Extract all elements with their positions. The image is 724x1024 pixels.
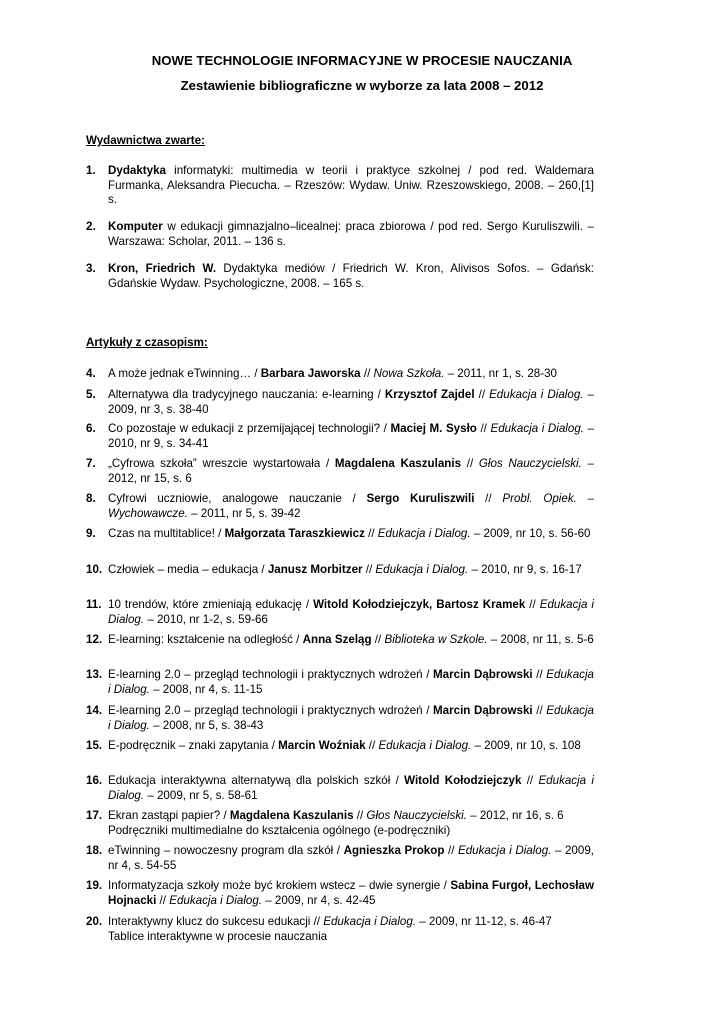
entry-text	[108, 704, 594, 733]
article-author: Janusz Morbitzer	[267, 563, 363, 576]
book-entry	[86, 164, 594, 208]
article-author: Marcin Woźniak	[278, 739, 366, 752]
entry-number: 5.	[86, 388, 96, 401]
section-heading-articles: Artykuły z czasopism:	[86, 336, 208, 349]
entry-number: 12.	[86, 633, 103, 646]
separator: //	[362, 563, 376, 576]
separator: //	[360, 367, 374, 380]
entry-lead: Dydaktyka	[108, 164, 167, 177]
article-entry	[86, 563, 594, 578]
entry-lead: Kron, Friedrich W.	[108, 262, 217, 275]
journal-name: Edukacja i Dialog.	[108, 704, 594, 732]
entry-number: 1.	[86, 164, 96, 177]
article-author: Sabina Furgoł, Lechosław Hojnacki	[108, 879, 594, 907]
entry-text	[108, 633, 594, 648]
article-title: E-learning 2.0 – przegląd technologii i praktycznych wdrożeń /	[108, 668, 434, 681]
separator: //	[353, 809, 367, 822]
document-subtitle: Zestawienie bibliograficzne w wyborze za lata 2008 – 2012	[180, 78, 544, 93]
journal-name: Edukacja i Dialog.	[108, 774, 595, 802]
entry-number: 3.	[86, 262, 96, 275]
article-title: Interaktywny klucz do sukcesu edukacji	[108, 915, 311, 928]
entry-description: Dydaktyka mediów / Friedrich W. Kron, Alivisos Sofos. – Gdańsk: Gdańskie Wydaw. Psychologiczne, 2008. – 165 s.	[108, 262, 594, 290]
article-entry	[86, 915, 594, 944]
book-entry	[86, 262, 594, 291]
article-title: Edukacja interaktywna alternatywą dla polskich szkół /	[108, 774, 405, 787]
entry-description: informatyki: multimedia w teorii i praktyce szkolnej / pod red. Waldemara Furmanka, Aleksandra Piecucha. – Rzeszów: Wydaw. Uniw. Rzeszowskiego, 2008. – 260,[1] s.	[108, 164, 594, 207]
entry-text	[108, 668, 594, 697]
journal-name: Edukacja i Dialog.	[169, 893, 263, 907]
article-entry	[86, 739, 594, 754]
article-author: Witold Kołodziejczyk, Bartosz Kramek	[313, 598, 526, 611]
entry-number: 4.	[86, 367, 96, 380]
publication-details: – 2010, nr 9, s. 34-41	[108, 422, 595, 450]
article-entry	[86, 704, 594, 733]
separator: //	[156, 893, 170, 907]
publication-details: – 2009, nr 11-12, s. 46-47	[416, 915, 552, 928]
article-entry	[86, 598, 594, 627]
article-author: Barbara Jaworska	[260, 367, 361, 380]
entry-number: 17.	[86, 809, 103, 822]
entry-text	[108, 844, 594, 873]
article-title: E-learning: kształcenie na odległość /	[108, 633, 303, 646]
separator: //	[474, 388, 490, 401]
journal-name: Edukacja i Dialog.	[457, 844, 552, 857]
journal-name: Biblioteka w Szkole.	[384, 633, 488, 646]
article-author: Maciej M. Sysło	[390, 422, 477, 435]
publication-details: – 2012, nr 15, s. 6	[108, 457, 594, 485]
article-title: Cyfrowi uczniowie, analogowe nauczanie /	[108, 492, 367, 505]
journal-name: Edukacja i Dialog.	[108, 668, 594, 696]
entry-number: 8.	[86, 492, 96, 505]
article-entry	[86, 367, 594, 382]
article-author: Agnieszka Prokop	[343, 844, 445, 857]
journal-name: Edukacja i Dialog.	[377, 527, 471, 540]
article-entry	[86, 668, 594, 697]
publication-details: – 2012, nr 16, s. 6	[466, 809, 564, 822]
article-entry	[86, 422, 594, 451]
article-title: eTwinning – nowoczesny program dla szkół /	[108, 844, 344, 857]
article-author: Krzysztof Zajdel	[384, 388, 475, 401]
publication-details: – 2009, nr 3, s. 38-40	[108, 388, 594, 416]
separator: //	[521, 774, 539, 787]
entry-text	[108, 915, 594, 930]
separator: //	[532, 668, 547, 681]
entry-text	[108, 492, 594, 521]
separator: //	[474, 492, 503, 505]
entry-text	[108, 563, 594, 578]
journal-name: Edukacja i Dialog.	[108, 598, 594, 626]
publication-details: – 2008, nr 11, s. 5-6	[487, 633, 594, 646]
article-title: A może jednak eTwinning… /	[108, 367, 261, 380]
article-entry	[86, 633, 594, 648]
entry-text	[108, 422, 594, 451]
entry-description: w edukacji gimnazjalno–licealnej: praca zbiorowa / pod red. Sergo Kuruliszwili. – Warszawa: Scholar, 2011. – 136 s.	[108, 220, 594, 248]
article-entry	[86, 527, 594, 542]
article-author: Małgorzata Taraszkiewicz	[224, 527, 365, 540]
journal-name: Nowa Szkoła.	[373, 367, 445, 380]
separator: //	[525, 598, 540, 611]
document-title: NOWE TECHNOLOGIE INFORMACYJNE W PROCESIE NAUCZANIA	[151, 53, 573, 68]
book-entry	[86, 220, 594, 249]
separator: //	[371, 633, 385, 646]
entry-text	[108, 367, 594, 382]
article-entry	[86, 457, 594, 486]
article-entry	[86, 879, 594, 908]
entry-number: 18.	[86, 844, 103, 857]
publication-details: – 2010, nr 1-2, s. 59-66	[144, 612, 268, 626]
entry-text	[108, 457, 594, 486]
journal-name: Głos Nauczycielski.	[366, 809, 467, 822]
entry-number: 20.	[86, 915, 103, 928]
entry-number: 6.	[86, 422, 96, 435]
journal-name: Edukacja i Dialog.	[489, 388, 584, 401]
article-entry	[86, 844, 594, 873]
separator: //	[365, 739, 379, 752]
publication-details: – 2008, nr 5, s. 38-43	[149, 718, 264, 732]
article-entry	[86, 774, 594, 803]
publication-details: – 2009, nr 4, s. 54-55	[108, 844, 594, 872]
entry-text	[108, 527, 594, 542]
article-author: Witold Kołodziejczyk	[404, 774, 522, 787]
article-title: Informatyzacja szkoły może być krokiem wstecz – dwie synergie /	[108, 879, 451, 892]
article-note: Tablice interaktywne w procesie nauczania	[108, 929, 328, 943]
separator: //	[461, 457, 479, 470]
journal-name: Głos Nauczycielski.	[478, 457, 582, 470]
publication-details: – 2009, nr 4, s. 42-45	[262, 893, 376, 907]
article-author: Marcin Dąbrowski	[433, 704, 533, 717]
article-title: Alternatywa dla tradycyjnego nauczania: e-learning /	[108, 388, 385, 401]
article-title: „Cyfrowa szkoła” wreszcie wystartowała /	[108, 457, 335, 470]
section-heading-books: Wydawnictwa zwarte:	[86, 134, 205, 147]
article-note: Podręczniki multimedialne do kształcenia ogólnego (e-podręczniki)	[108, 823, 451, 837]
separator: //	[444, 844, 458, 857]
article-author: Sergo Kuruliszwili	[366, 492, 475, 505]
article-entry	[86, 388, 594, 417]
article-title: E-learning 2.0 – przegląd technologii i praktycznych wdrożeń /	[108, 704, 434, 717]
entry-number: 13.	[86, 668, 103, 681]
publication-details: – 2011, nr 1, s. 28-30	[444, 367, 557, 380]
article-title: Człowiek – media – edukacja /	[108, 563, 268, 576]
article-title: 10 trendów, które zmieniają edukację /	[108, 598, 314, 611]
entry-text	[108, 262, 594, 291]
publication-details: – 2009, nr 10, s. 108	[471, 739, 581, 752]
article-title: Czas na multitablice! /	[108, 527, 225, 540]
entry-lead: Komputer	[108, 220, 163, 233]
entry-text	[108, 879, 594, 908]
entry-number: 16.	[86, 774, 103, 787]
separator: //	[476, 422, 491, 435]
entry-number: 2.	[86, 220, 96, 233]
article-author: Magdalena Kaszulanis	[334, 457, 462, 470]
article-author: Magdalena Kaszulanis	[229, 809, 354, 822]
publication-details: – 2010, nr 9, s. 16-17	[468, 563, 582, 576]
journal-name: Edukacja i Dialog.	[323, 915, 417, 928]
entry-number: 9.	[86, 527, 96, 540]
entry-number: 14.	[86, 704, 103, 717]
separator: //	[532, 704, 547, 717]
publication-details: – 2009, nr 5, s. 58-61	[144, 788, 258, 802]
article-author: Marcin Dąbrowski	[433, 668, 533, 681]
article-entry	[86, 809, 594, 838]
entry-number: 7.	[86, 457, 96, 470]
entry-text	[108, 739, 594, 754]
entry-text	[108, 164, 594, 208]
entry-number: 11.	[86, 598, 102, 611]
entry-text	[108, 774, 594, 803]
article-author: Anna Szeląg	[302, 633, 372, 646]
publication-details: – 2009, nr 10, s. 56-60	[470, 527, 591, 540]
entry-text	[108, 388, 594, 417]
separator: //	[310, 915, 324, 928]
entry-text	[108, 598, 594, 627]
publication-details: – 2011, nr 5, s. 39-42	[187, 506, 301, 520]
journal-name: Edukacja i Dialog.	[375, 563, 469, 576]
separator: //	[364, 527, 378, 540]
article-title: Co pozostaje w edukacji z przemijającej technologii? /	[108, 422, 391, 435]
entry-number: 15.	[86, 739, 103, 752]
entry-number: 19.	[86, 879, 103, 892]
entry-text	[108, 809, 594, 824]
journal-name: Edukacja i Dialog.	[490, 422, 584, 435]
publication-details: – 2008, nr 4, s. 11-15	[149, 682, 263, 696]
article-title: Ekran zastąpi papier? /	[108, 809, 230, 822]
article-title: E-podręcznik – znaki zapytania /	[108, 739, 279, 752]
journal-name: Probl. Opiek. – Wychowawcze.	[108, 492, 595, 520]
entry-text	[108, 220, 594, 249]
entry-number: 10.	[86, 563, 103, 576]
journal-name: Edukacja i Dialog.	[378, 739, 472, 752]
article-entry	[86, 492, 594, 521]
